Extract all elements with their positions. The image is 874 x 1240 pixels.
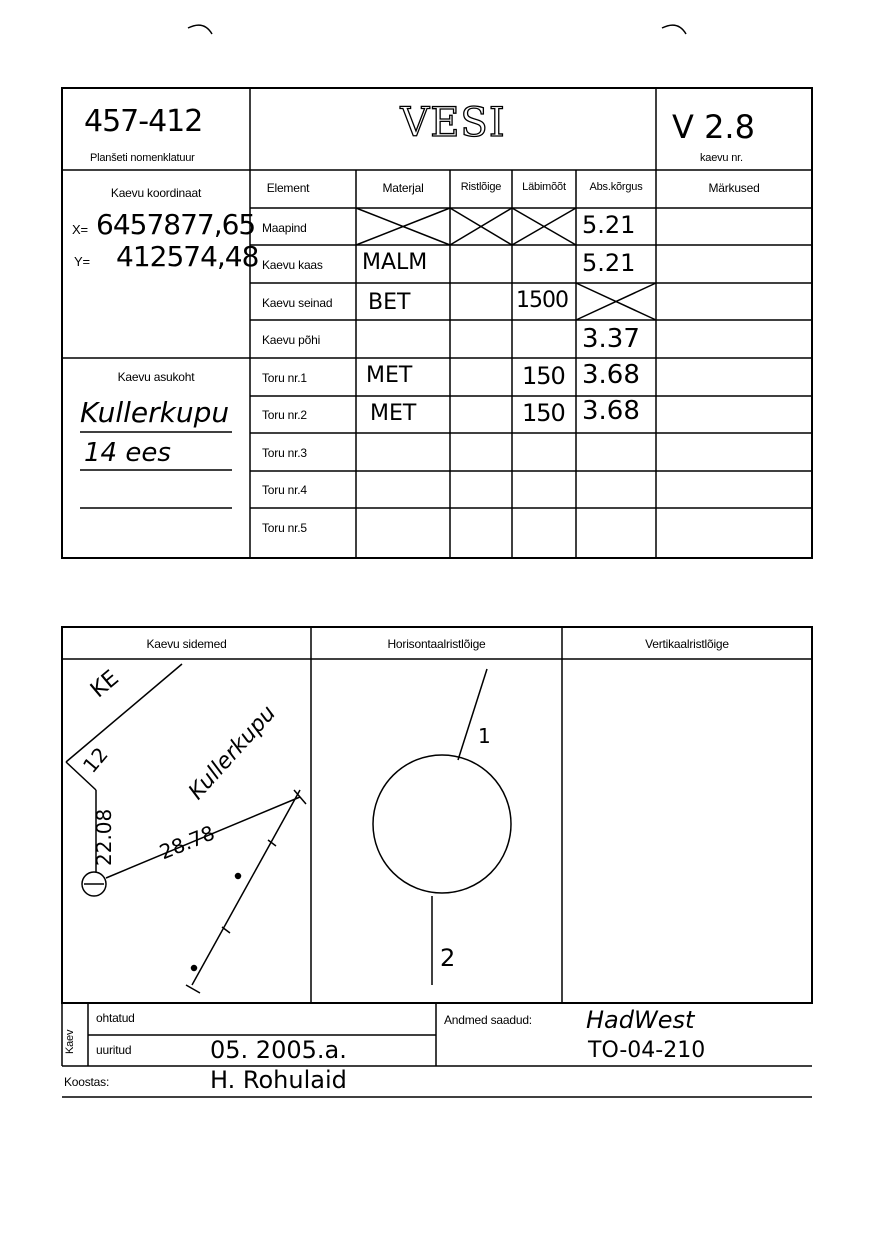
cell-abs-height: 3.37 [582,324,640,354]
bottom-form-border [62,627,812,1003]
location-street: Kullerkupu [80,396,230,429]
compiled-label: Koostas: [64,1075,110,1089]
pipe-1-label: 1 [478,724,491,748]
measured-date: 05. 2005.a. [210,1036,347,1064]
cell-material: MET [370,401,417,426]
cell-abs-height: 3.68 [582,396,640,426]
plan-label: Planšeti nomenklatuur [90,152,195,164]
horizontal-section-drawing [373,669,511,985]
punch-mark-left [188,25,212,34]
sketch-distance-2: 22.08 [92,808,116,866]
page-title: VESI [400,100,506,146]
horizontal-section-label: Horisontaalristlõige [387,637,486,651]
cell-diameter: 150 [522,362,565,390]
row-label: Maapind [262,221,307,235]
x-prefix: X= [72,222,88,237]
data-source-code: TO-04-210 [588,1038,706,1063]
measured-label: uuritud [96,1043,132,1057]
header-diameter: Läbimõõt [522,181,566,193]
cell-material: MET [366,363,413,388]
coords-label: Kaevu koordinaat [110,186,202,200]
header-notes: Märkused [708,181,760,195]
cell-material: MALM [362,250,428,275]
sketch-street-label: Kullerkupu [184,700,281,805]
checked-label: ohtatud [96,1011,135,1025]
vertical-section-label: Vertikaalristlõige [645,637,729,651]
header-cross-section: Ristlõige [460,181,502,193]
sketch-distance-3: 28.78 [156,820,219,865]
plan-number: 457-412 [84,104,203,139]
cell-material: BET [368,290,411,315]
data-source-label: Andmed saadud: [444,1013,532,1027]
location-label: Kaevu asukoht [117,370,195,384]
well-number: V 2.8 [672,108,755,146]
y-coordinate: 412574,48 [116,240,259,273]
well-label: kaevu nr. [700,152,743,164]
row-label: Toru nr.1 [262,371,307,385]
cell-diameter: 1500 [516,288,568,313]
cell-abs-height: 3.68 [582,360,640,390]
pipe-2-label: 2 [440,944,456,972]
row-label: Kaevu põhi [262,333,321,347]
y-prefix: Y= [74,254,90,269]
header-material: Materjal [382,181,424,195]
cell-abs-height: 5.21 [582,249,636,277]
row-label: Kaevu kaas [262,258,323,272]
header-element: Element [266,181,310,195]
row-label: Toru nr.3 [262,446,307,460]
row-label: Toru nr.2 [262,408,307,422]
sketch-ke-label: KE [86,665,124,704]
cell-abs-height: 5.21 [582,211,636,239]
row-label: Kaevu seinad [262,296,333,310]
cell-diameter: 150 [522,399,565,427]
kaev-label: Kaev [64,1029,76,1054]
sketch-distance-1: 12 [78,742,113,778]
location-detail: 14 ees [84,438,171,468]
sketch-label: Kaevu sidemed [146,637,227,651]
compiled-by: H. Rohulaid [210,1066,347,1094]
row-label: Toru nr.5 [262,521,307,535]
x-coordinate: 6457877,65 [96,208,256,241]
punch-mark-right [662,25,686,34]
header-abs-height: Abs.kõrgus [589,181,643,193]
row-label: Toru nr.4 [262,483,307,497]
data-source-value: HadWest [586,1006,695,1034]
